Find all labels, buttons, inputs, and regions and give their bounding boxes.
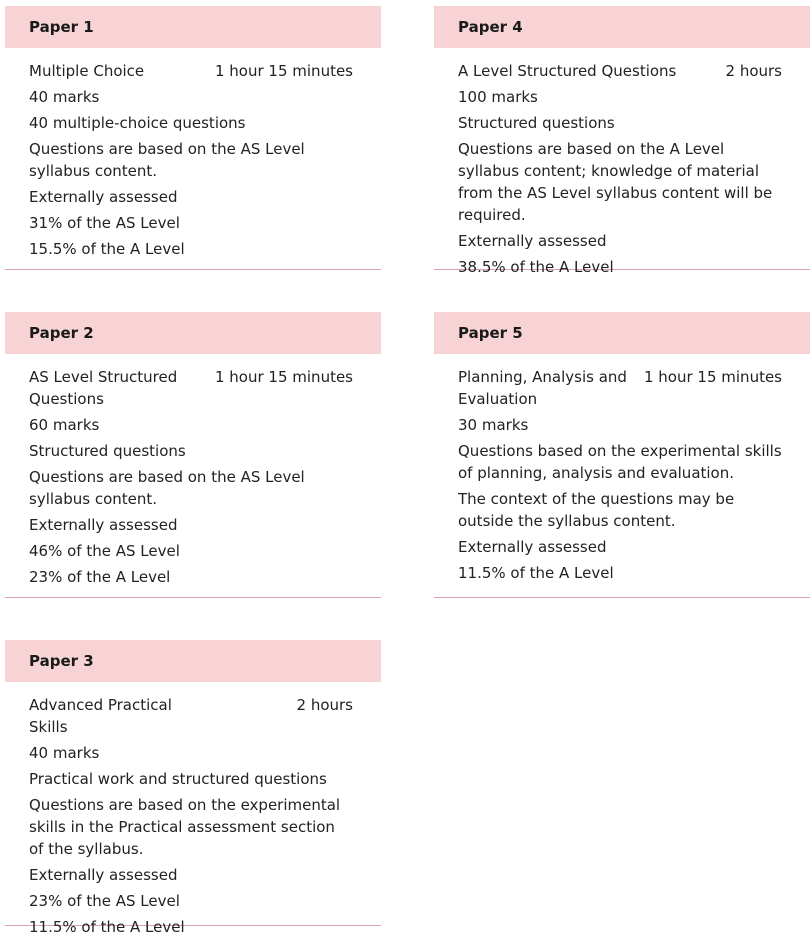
paper-details [434,354,810,594]
paper-component-type: AS Level Structured Questions [29,368,178,408]
paper-weighting-a: 38.5% of the A Level [458,258,614,276]
paper-details [434,48,810,288]
paper-title: Paper 5 [434,312,810,354]
paper-4-card [434,6,810,276]
paper-title: Paper 3 [5,640,381,682]
paper-marks: 30 marks [458,416,529,434]
paper-weighting-as: 46% of the AS Level [29,542,180,560]
paper-1-card [5,6,381,270]
paper-weighting-a: 23% of the A Level [29,568,171,586]
paper-marks: 40 marks [29,88,100,106]
paper-duration: 1 hour 15 minutes [643,368,782,386]
paper-marks: 60 marks [29,416,100,434]
paper-assessment-mode: Externally assessed [29,516,178,534]
paper-question-format: Structured questions [458,114,615,132]
paper-content-note: Questions are based on the AS Level syllabus content. [29,140,305,180]
paper-assessment-mode: Externally assessed [458,232,607,250]
paper-title: Paper 2 [5,312,381,354]
paper-content-note: Questions are based on the AS Level syllabus content. [29,468,305,508]
paper-question-format: Structured questions [29,442,186,460]
paper-weighting-a: 11.5% of the A Level [29,918,185,936]
paper-question-format: Practical work and structured questions [29,770,327,788]
paper-weighting-a: 15.5% of the A Level [29,240,185,258]
paper-assessment-mode: Externally assessed [29,188,178,206]
paper-duration: 2 hours [296,696,353,714]
paper-2-card [5,312,381,598]
paper-5-card [434,312,810,598]
paper-component-type: Advanced Practical Skills [29,696,172,736]
paper-content-note: Questions are based on the A Level syllabus content; knowledge of material from the AS Level syllabus content will be required. [458,140,773,224]
paper-assessment-mode: Externally assessed [29,866,178,884]
paper-weighting-a: 11.5% of the A Level [458,564,614,582]
paper-weighting-as: 31% of the AS Level [29,214,180,232]
paper-title: Paper 1 [5,6,381,48]
paper-component-type: Multiple Choice [29,62,145,80]
paper-context-note: The context of the questions may be outside the syllabus content. [458,490,735,530]
paper-details [5,682,381,948]
paper-marks: 100 marks [458,88,538,106]
paper-content-note: Questions are based on the experimental skills in the Practical assessment section of the syllabus. [29,796,341,858]
paper-duration: 1 hour 15 minutes [214,368,353,386]
paper-duration: 1 hour 15 minutes [214,62,353,80]
paper-details [5,354,381,598]
paper-3-card [5,640,381,936]
paper-title: Paper 4 [434,6,810,48]
paper-weighting-as: 23% of the AS Level [29,892,180,910]
paper-duration: 2 hours [725,62,782,80]
paper-component-type: A Level Structured Questions [458,62,677,80]
paper-assessment-mode: Externally assessed [458,538,607,556]
paper-marks: 40 marks [29,744,100,762]
paper-details [5,48,381,270]
paper-question-format: 40 multiple-choice questions [29,114,246,132]
paper-component-type: Planning, Analysis and Evaluation [458,368,627,408]
paper-content-note: Questions based on the experimental skills of planning, analysis and evaluation. [458,442,782,482]
